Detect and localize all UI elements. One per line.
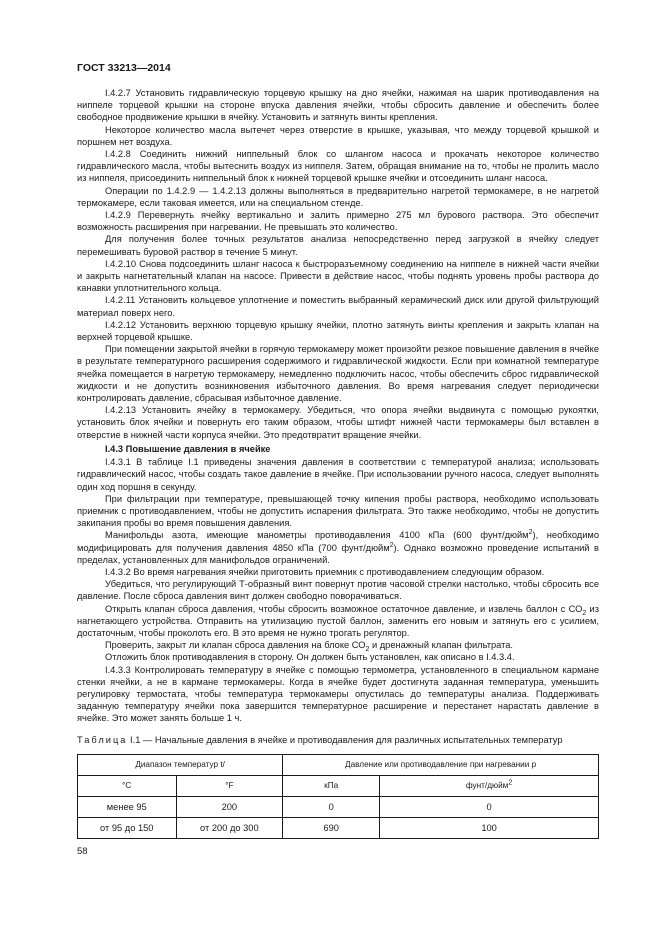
page-content <box>77 87 599 839</box>
paragraph <box>77 529 599 566</box>
superscript: 2 <box>508 778 513 786</box>
table-subheader: °С <box>78 775 177 796</box>
table-row <box>78 817 599 838</box>
table-subheader: кПа <box>283 775 380 796</box>
subscript: 2 <box>582 609 587 617</box>
paragraph: I.4.2.9 Перевернуть ячейку вертикально и залить примерно 275 мл бурового раствора. Это обеспечит возможность расширения при нагревании. Не превышать это количество. <box>77 210 599 233</box>
table-group-header: Давление или противодавление при нагревании p <box>283 754 599 775</box>
paragraph: I.4.3.1 В таблице I.1 приведены значения давления в соответствии с температурой анализа; использовать гидравлический насос, чтобы создать такое давление в ячейке. При использовании ручного насоса, следует выполнять один ход поршня в секунду. <box>77 457 599 492</box>
subheader-text: фунт/дюйм <box>465 780 509 790</box>
paragraph: Убедиться, что регулирующий Т-образный винт повернут против часовой стрелки настолько, чтобы сбросить все давление. После сброса давления винт должен свободно поворачиваться. <box>77 579 599 602</box>
table-subheader <box>380 775 599 796</box>
table-header-row <box>78 754 599 775</box>
pressure-table <box>77 754 599 839</box>
paragraph: I.4.3.3 Контролировать температуру в ячейке с помощью термометра, установленного в специальном кармане стенки ячейки, а не в кармане термокамеры. Когда в ячейке будет достигнута заданная температура, уменьшить регулировку термостата, чтобы температура термокамеры опустилась до температуры анализа. Поддерживать заданную температуру ячейки пока завершится температурное расширение и перестанет нарастать давление в ячейке. Это может занять больше 1 ч. <box>77 664 599 724</box>
superscript: 2 <box>389 541 394 549</box>
caption-label: Таблица <box>77 734 128 745</box>
paragraph: При помещении закрытой ячейки в горячую термокамеру может произойти резкое повышение давления в ячейке в результате температурного расширения содержимого и гидравлической жидкости. Если при комнатной температуре ячейка помещается в нагретую термокамеру, немедленно подключить насос, чтобы обеспечить сброс гидравлической жидкости и не допустить возникновения избыточного давления. Во время нагревания следует периодически контролировать давление, сбрасывая избыточное давление. <box>77 344 599 404</box>
document-header: ГОСТ 33213—2014 <box>77 62 171 74</box>
paragraph: I.4.2.7 Установить гидравлическую торцевую крышку на дно ячейки, нажимая на шарик противодавления на ниппеле торцевой крышки на стороне впуска давления ячейки, чтобы сбросить давление и обеспечить более свободное продвижение крышки в ячейку. Установить и затянуть винты крепления. <box>77 88 599 123</box>
table-cell: от 95 до 150 <box>78 817 177 838</box>
paragraph: При фильтрации при температуре, превышающей точку кипения пробы раствора, необходимо использовать приемник с противодавлением, чтобы не допустить испарения фильтрата. Это также необходимо, чтобы не допустить закипания пробы во время повышения давления. <box>77 493 599 529</box>
superscript: 2 <box>528 529 533 537</box>
text-span: и дренажный клапан фильтрата. <box>369 640 514 651</box>
paragraph: I.4.3.2 Во время нагревания ячейки приготовить приемник с противодавлением следующим образом. <box>105 566 545 577</box>
table-subheader: °F <box>176 775 283 796</box>
text-span: Манифольды азота, имеющие манометры противодавления 4100 кПа (600 фунт/дюйм <box>105 530 529 541</box>
paragraph: Некоторое количество масла вытечет через отверстие в крышке, указывая, что между торцевой крышкой и поршнем нет воздуха. <box>77 124 599 147</box>
paragraph: Отложить блок противодавления в сторону. Он должен быть установлен, как описано в I.4.3.4. <box>105 652 515 663</box>
table-cell: 690 <box>283 817 380 838</box>
table-cell: 0 <box>380 796 599 817</box>
table-cell: 100 <box>380 817 599 838</box>
table-subheader-row <box>78 775 599 796</box>
table-caption <box>77 734 599 746</box>
paragraph: I.4.2.10 Снова подсоединить шланг насоса к быстроразъемному соединению на ниппеле в нижней части ячейки и закрыть нагнетательный клапан на насосе. Привести в действие насос, чтобы поднять уровень пробы раствора до канавки уплотнительного кольца. <box>77 258 599 294</box>
section-heading: I.4.3 Повышение давления в ячейке <box>105 443 271 454</box>
text-span: ), необходимо модифицировать для получения давления 4850 кПа (700 фунт/дюйм <box>77 530 599 553</box>
table-row <box>78 796 599 817</box>
table-cell: 200 <box>176 796 283 817</box>
text-span: из нагнетающего устройства. Отправить на утилизацию пустой баллон, заменить его новым и затянуть его с усилием, достаточным, чтобы проколоть его. В это время не нужно трогать регулятор. <box>77 603 599 638</box>
paragraph: Для получения более точных результатов анализа непосредственно перед загрузкой в ячейку следует перемешивать буровой раствор в течение 5 минут. <box>77 234 599 257</box>
paragraph: I.4.2.11 Установить кольцевое уплотнение и поместить выбранный керамический диск или другой фильтрующий материал поверх него. <box>77 295 599 318</box>
subscript: 2 <box>365 646 370 653</box>
paragraph: Операции по 1.4.2.9 — 1.4.2.13 должны выполняться в предварительно нагретой термокамере, в не нагретой термокамере, если таковая имеется, или на специальном стенде. <box>77 185 599 208</box>
paragraph: I.4.2.12 Установить верхнюю торцевую крышку ячейки, плотно затянуть винты крепления и закрыть клапан на верхней торцевой крышке. <box>77 319 599 343</box>
paragraph <box>77 603 599 640</box>
table-cell: менее 95 <box>78 796 177 817</box>
table-cell: 0 <box>283 796 380 817</box>
text-span: Открыть клапан сброса давления, чтобы сбросить возможное остаточное давление, и извлечь баллон с СО <box>105 603 583 614</box>
table-group-header: Диапазон температур t/ <box>78 754 283 775</box>
paragraph: I.4.2.8 Соединить нижний ниппельный блок со шлангом насоса и прокачать некоторое количество гидравлического масла, чтобы вытеснить воздух из ниппеля. Затем, обращая внимание на то, чтобы не пролить масло из ниппеля, присоединить ниппельный блок к нижней торцевой крышке ячейки и отсоединить шланг насоса. <box>77 149 599 184</box>
text-span: ). Однако возможно проведение испытаний в пределах, установленных для манифольдов ограничений. <box>77 542 599 565</box>
table-cell: от 200 до 300 <box>176 817 283 838</box>
page-number: 58 <box>77 846 88 857</box>
paragraph <box>77 639 599 651</box>
caption-text: I.1 — Начальные давления в ячейке и противодавления для различных испытательных температур <box>127 734 563 745</box>
text-span: Проверить, закрыт ли клапан сброса давления на блоке СО <box>105 640 366 651</box>
paragraph: I.4.2.13 Установить ячейку в термокамеру. Убедиться, что опора ячейки выдвинута с помощью рукоятки, установить блок ячейки и повернуть его таким образом, чтобы штифт нижней части термокамеры был вставлен в отверстие в нижней части корпуса ячейки. Это предотвратит вращение ячейки. <box>77 405 599 440</box>
